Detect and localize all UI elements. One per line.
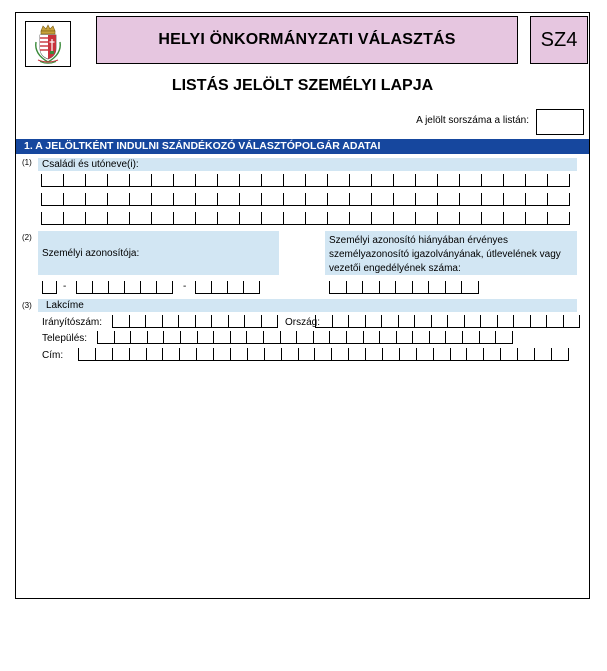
character-cell[interactable] <box>564 315 581 327</box>
character-cell[interactable] <box>240 174 262 186</box>
alt-document-label-line-2: személyazonosító igazolványának, útlevelének vagy <box>329 249 561 260</box>
character-cell[interactable] <box>396 281 413 293</box>
character-cell[interactable] <box>306 212 328 224</box>
logo-frame <box>25 21 71 67</box>
character-cell[interactable] <box>467 348 484 360</box>
alt-document-label <box>325 231 577 275</box>
character-cell[interactable] <box>416 212 438 224</box>
character-cell[interactable] <box>400 348 417 360</box>
alt-document-label-line-1: Személyi azonosító hiányában érvényes <box>329 235 508 246</box>
character-cell[interactable] <box>514 315 531 327</box>
character-cell[interactable] <box>196 212 218 224</box>
character-cell[interactable] <box>463 331 480 343</box>
character-cell[interactable] <box>504 174 526 186</box>
character-cell[interactable] <box>415 315 432 327</box>
character-cell[interactable] <box>382 315 399 327</box>
character-cell[interactable] <box>131 331 148 343</box>
character-cell[interactable] <box>394 193 416 205</box>
character-cell[interactable] <box>350 174 372 186</box>
personal-id-label-text: Személyi azonosítója: <box>42 248 140 259</box>
character-cell[interactable] <box>262 212 284 224</box>
character-cell[interactable] <box>330 281 347 293</box>
character-cell[interactable] <box>482 174 504 186</box>
character-cell[interactable] <box>480 331 497 343</box>
character-cell[interactable] <box>196 315 213 327</box>
character-cell[interactable] <box>125 281 141 293</box>
character-cell[interactable] <box>417 348 434 360</box>
character-cell[interactable] <box>438 212 460 224</box>
character-cell[interactable] <box>245 315 262 327</box>
character-cell[interactable] <box>498 315 515 327</box>
character-cell[interactable] <box>448 315 465 327</box>
field-2-number: (2) <box>22 233 32 242</box>
character-cell[interactable] <box>347 281 364 293</box>
character-cell[interactable] <box>113 348 130 360</box>
character-cell[interactable] <box>394 174 416 186</box>
character-cell[interactable] <box>380 281 397 293</box>
character-cell[interactable] <box>262 174 284 186</box>
character-cell[interactable] <box>297 331 314 343</box>
character-cell[interactable] <box>247 331 264 343</box>
character-cell[interactable] <box>316 315 333 327</box>
character-cell[interactable] <box>64 174 86 186</box>
character-cell[interactable] <box>531 315 548 327</box>
character-cell[interactable] <box>86 174 108 186</box>
character-cell[interactable] <box>198 331 215 343</box>
character-cell[interactable] <box>64 193 86 205</box>
character-cell[interactable] <box>413 331 430 343</box>
character-cell[interactable] <box>481 315 498 327</box>
character-cell[interactable] <box>152 174 174 186</box>
character-cell[interactable] <box>548 174 570 186</box>
character-cell[interactable] <box>42 193 64 205</box>
character-cell[interactable] <box>460 193 482 205</box>
character-cell[interactable] <box>42 212 64 224</box>
character-cell[interactable] <box>108 212 130 224</box>
character-cell[interactable] <box>315 348 332 360</box>
character-cell[interactable] <box>535 348 552 360</box>
character-cell[interactable] <box>482 193 504 205</box>
character-cell[interactable] <box>504 193 526 205</box>
character-cell[interactable] <box>460 212 482 224</box>
character-cell[interactable] <box>108 174 130 186</box>
personal-id-label <box>38 231 279 275</box>
form-subtitle: LISTÁS JELÖLT SZEMÉLYI LAPJA <box>171 77 434 94</box>
character-cell[interactable] <box>547 315 564 327</box>
character-cell[interactable] <box>146 315 163 327</box>
character-cell[interactable] <box>526 193 548 205</box>
city-input[interactable] <box>97 331 513 344</box>
character-cell[interactable] <box>130 315 147 327</box>
character-cell[interactable] <box>77 281 93 293</box>
character-cell[interactable] <box>548 193 570 205</box>
character-cell[interactable] <box>328 174 350 186</box>
character-cell[interactable] <box>306 193 328 205</box>
character-cell[interactable] <box>174 193 196 205</box>
character-cell[interactable] <box>141 281 157 293</box>
character-cell[interactable] <box>231 331 248 343</box>
character-cell[interactable] <box>113 315 130 327</box>
form-code: SZ4 <box>530 16 588 64</box>
character-cell[interactable] <box>282 348 299 360</box>
character-cell[interactable] <box>157 281 173 293</box>
character-cell[interactable] <box>462 281 479 293</box>
character-cell[interactable] <box>181 331 198 343</box>
name-input-row-3[interactable] <box>41 212 570 225</box>
character-cell[interactable] <box>196 174 218 186</box>
character-cell[interactable] <box>333 315 350 327</box>
character-cell[interactable] <box>179 315 196 327</box>
character-cell[interactable] <box>281 331 298 343</box>
character-cell[interactable] <box>248 348 265 360</box>
country-input[interactable] <box>315 315 580 328</box>
character-cell[interactable] <box>98 331 115 343</box>
character-cell[interactable] <box>163 348 180 360</box>
character-cell[interactable] <box>383 348 400 360</box>
character-cell[interactable] <box>504 212 526 224</box>
form-title: HELYI ÖNKORMÁNYZATI VÁLASZTÁS <box>96 16 518 64</box>
sequence-label: A jelölt sorszáma a listán: <box>416 115 529 126</box>
character-cell[interactable] <box>349 348 366 360</box>
character-cell[interactable] <box>364 331 381 343</box>
character-cell[interactable] <box>330 331 347 343</box>
character-cell[interactable] <box>148 331 165 343</box>
character-cell[interactable] <box>366 315 383 327</box>
character-cell[interactable] <box>328 212 350 224</box>
name-input-row-1[interactable] <box>41 174 570 187</box>
character-cell[interactable] <box>147 348 164 360</box>
character-cell[interactable] <box>212 315 229 327</box>
character-cell[interactable] <box>314 331 331 343</box>
character-cell[interactable] <box>130 174 152 186</box>
character-cell[interactable] <box>350 193 372 205</box>
character-cell[interactable] <box>152 212 174 224</box>
personal-id-input-part-1[interactable] <box>42 281 57 294</box>
character-cell[interactable] <box>240 193 262 205</box>
personal-id-dash-2: - <box>183 281 187 292</box>
character-cell[interactable] <box>306 174 328 186</box>
character-cell[interactable] <box>526 212 548 224</box>
personal-id-input-part-3[interactable] <box>195 281 260 294</box>
zip-label: Irányítószám: <box>42 317 103 328</box>
character-cell[interactable] <box>451 348 468 360</box>
character-cell[interactable] <box>196 193 218 205</box>
character-cell[interactable] <box>164 331 181 343</box>
street-address-label: Cím: <box>42 350 64 361</box>
personal-id-dash-1: - <box>63 281 67 292</box>
character-cell[interactable] <box>262 315 279 327</box>
character-cell[interactable] <box>130 348 147 360</box>
character-cell[interactable] <box>399 315 416 327</box>
character-cell[interactable] <box>328 193 350 205</box>
character-cell[interactable] <box>372 212 394 224</box>
character-cell[interactable] <box>380 331 397 343</box>
character-cell[interactable] <box>218 193 240 205</box>
personal-id-input-part-2[interactable] <box>76 281 173 294</box>
character-cell[interactable] <box>180 348 197 360</box>
character-cell[interactable] <box>174 212 196 224</box>
field-3-number: (3) <box>22 301 32 310</box>
character-cell[interactable] <box>284 212 306 224</box>
character-cell[interactable] <box>108 193 130 205</box>
character-cell[interactable] <box>552 348 569 360</box>
form-page <box>15 12 590 599</box>
character-cell[interactable] <box>229 315 246 327</box>
character-cell[interactable] <box>299 348 316 360</box>
character-cell[interactable] <box>526 174 548 186</box>
character-cell[interactable] <box>347 331 364 343</box>
character-cell[interactable] <box>244 281 260 293</box>
character-cell[interactable] <box>214 331 231 343</box>
character-cell[interactable] <box>413 281 430 293</box>
character-cell[interactable] <box>460 174 482 186</box>
zip-input[interactable] <box>112 315 278 328</box>
country-label: Ország: <box>285 317 321 328</box>
character-cell[interactable] <box>130 193 152 205</box>
character-cell[interactable] <box>446 281 463 293</box>
character-cell[interactable] <box>115 331 132 343</box>
character-cell[interactable] <box>218 174 240 186</box>
character-cell[interactable] <box>432 315 449 327</box>
character-cell[interactable] <box>152 193 174 205</box>
character-cell[interactable] <box>429 281 446 293</box>
character-cell[interactable] <box>416 174 438 186</box>
character-cell[interactable] <box>79 348 96 360</box>
character-cell[interactable] <box>93 281 109 293</box>
character-cell[interactable] <box>86 193 108 205</box>
character-cell[interactable] <box>446 331 463 343</box>
sequence-number-input[interactable] <box>536 109 584 135</box>
character-cell[interactable] <box>501 348 518 360</box>
character-cell[interactable] <box>548 212 570 224</box>
address-label: Lakcíme <box>38 299 577 312</box>
character-cell[interactable] <box>196 281 212 293</box>
character-cell[interactable] <box>231 348 248 360</box>
character-cell[interactable] <box>42 174 64 186</box>
character-cell[interactable] <box>109 281 125 293</box>
character-cell[interactable] <box>416 193 438 205</box>
character-cell[interactable] <box>262 193 284 205</box>
character-cell[interactable] <box>518 348 535 360</box>
character-cell[interactable] <box>372 174 394 186</box>
character-cell[interactable] <box>397 331 414 343</box>
character-cell[interactable] <box>350 212 372 224</box>
character-cell[interactable] <box>363 281 380 293</box>
character-cell[interactable] <box>240 212 262 224</box>
hungarian-coat-of-arms-icon <box>26 22 70 66</box>
character-cell[interactable] <box>284 193 306 205</box>
character-cell[interactable] <box>366 348 383 360</box>
character-cell[interactable] <box>496 331 513 343</box>
character-cell[interactable] <box>214 348 231 360</box>
character-cell[interactable] <box>482 212 504 224</box>
character-cell[interactable] <box>264 331 281 343</box>
character-cell[interactable] <box>43 281 57 293</box>
character-cell[interactable] <box>438 193 460 205</box>
character-cell[interactable] <box>96 348 113 360</box>
character-cell[interactable] <box>349 315 366 327</box>
character-cell[interactable] <box>86 212 108 224</box>
character-cell[interactable] <box>218 212 240 224</box>
section-1-title: 1. A JELÖLTKÉNT INDULNI SZÁNDÉKOZÓ VÁLASZTÓPOLGÁR ADATAI <box>16 139 589 154</box>
character-cell[interactable] <box>163 315 180 327</box>
character-cell[interactable] <box>265 348 282 360</box>
street-address-input[interactable] <box>78 348 569 361</box>
character-cell[interactable] <box>332 348 349 360</box>
character-cell[interactable] <box>430 331 447 343</box>
character-cell[interactable] <box>228 281 244 293</box>
character-cell[interactable] <box>484 348 501 360</box>
character-cell[interactable] <box>372 193 394 205</box>
character-cell[interactable] <box>434 348 451 360</box>
alt-document-number-input[interactable] <box>329 281 479 294</box>
character-cell[interactable] <box>197 348 214 360</box>
field-1-label: Családi és utóneve(i): <box>38 158 577 171</box>
character-cell[interactable] <box>394 212 416 224</box>
character-cell[interactable] <box>212 281 228 293</box>
character-cell[interactable] <box>64 212 86 224</box>
field-1-number: (1) <box>22 158 32 167</box>
alt-document-label-line-3: vezetői engedélyének száma: <box>329 263 461 274</box>
city-label: Település: <box>42 333 88 344</box>
character-cell[interactable] <box>284 174 306 186</box>
character-cell[interactable] <box>438 174 460 186</box>
name-input-row-2[interactable] <box>41 193 570 206</box>
character-cell[interactable] <box>174 174 196 186</box>
character-cell[interactable] <box>130 212 152 224</box>
character-cell[interactable] <box>465 315 482 327</box>
